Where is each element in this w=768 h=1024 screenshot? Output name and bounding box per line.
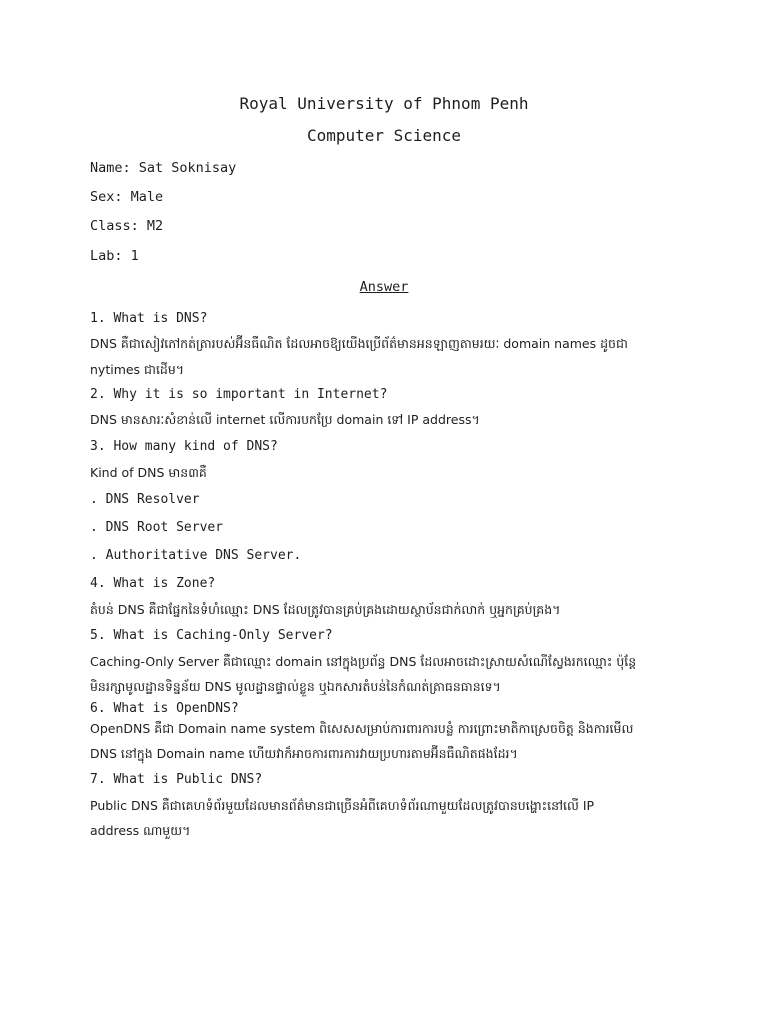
question-4: 4. What is Zone? <box>90 576 216 591</box>
question-6: 6. What is OpenDNS? <box>90 701 239 716</box>
answer-3-line-3: . DNS Root Server <box>90 520 224 535</box>
student-name: Name: Sat Soknisay <box>90 160 237 176</box>
answer-1-line-2: nytimes ជាដើម។ <box>90 362 185 377</box>
answer-3-line-1: Kind of DNS មាន៣គឺ <box>90 465 207 480</box>
answer-7-line-2: address ណាមួយ។ <box>90 823 191 838</box>
university-title: Royal University of Phnom Penh <box>239 94 529 113</box>
answer-5-line-1: Caching-Only Server គឺជាឈ្មោះ domain នៅក្នុងប្រព័ន្ធ DNS ដែលអាចដោះស្រាយសំណើស្វែងរកឈ្មោះ ប៉ុន្តែ <box>90 654 637 669</box>
student-class: Class: M2 <box>90 218 164 234</box>
question-1: 1. What is DNS? <box>90 311 208 326</box>
answer-6-line-1: OpenDNS គឺជា Domain name system ពិសេសសម្រាប់ការពារការបន្លំ ការព្រោះមាតិកាស្រេចចិត្ត និងការមើល <box>90 721 634 736</box>
answer-4-line-1: តំបន់ DNS គឺជាផ្នែកនៃទំហំឈ្មោះ DNS ដែលត្រូវបានគ្រប់គ្រងដោយស្ថាប័នជាក់លាក់ ឬអ្នកគ្រប់គ្រង។ <box>90 602 561 617</box>
answer-6-line-2: DNS នៅក្នុង Domain name ហើយវាក៏អាចការពារការវាយប្រហារតាមអ៊ីនធឺណិតផងដែរ។ <box>90 746 518 761</box>
answer-1-line-1: DNS គឺជាសៀវភៅកត់ត្រារបស់អ៊ីនធឺណិត ដែលអាចឱ្យយើងប្រើព័ត៌មានអនឡាញតាមរយៈ domain names ដូចជា <box>90 336 628 351</box>
answer-3-line-4: . Authoritative DNS Server. <box>90 548 302 563</box>
question-7: 7. What is Public DNS? <box>90 772 263 787</box>
answer-2-line-1: DNS មានសារៈសំខាន់លើ internet លើការបកប្រែ domain ទៅ IP address។ <box>90 412 480 427</box>
question-3: 3. How many kind of DNS? <box>90 439 278 454</box>
student-sex: Sex: Male <box>90 189 164 205</box>
question-2: 2. Why it is so important in Internet? <box>90 387 388 402</box>
answer-7-line-1: Public DNS គឺជាគេហទំព័រមួយដែលមានព័ត៌មានជាច្រើនអំពីគេហទំព័រណាមួយដែលត្រូវបានបង្ហោះនៅលើ IP <box>90 798 595 813</box>
question-5: 5. What is Caching-Only Server? <box>90 628 333 643</box>
answer-heading: Answer <box>359 279 409 295</box>
answer-3-line-2: . DNS Resolver <box>90 492 200 507</box>
lab-number: Lab: 1 <box>90 248 139 264</box>
answer-5-line-2: មិនរក្សាមូលដ្ឋានទិន្នន័យ DNS មូលដ្ឋានផ្ទាល់ខ្លួន ឬឯកសារតំបន់នៃកំណត់ត្រាធនធានទេ។ <box>90 679 501 694</box>
department-title: Computer Science <box>306 126 462 145</box>
